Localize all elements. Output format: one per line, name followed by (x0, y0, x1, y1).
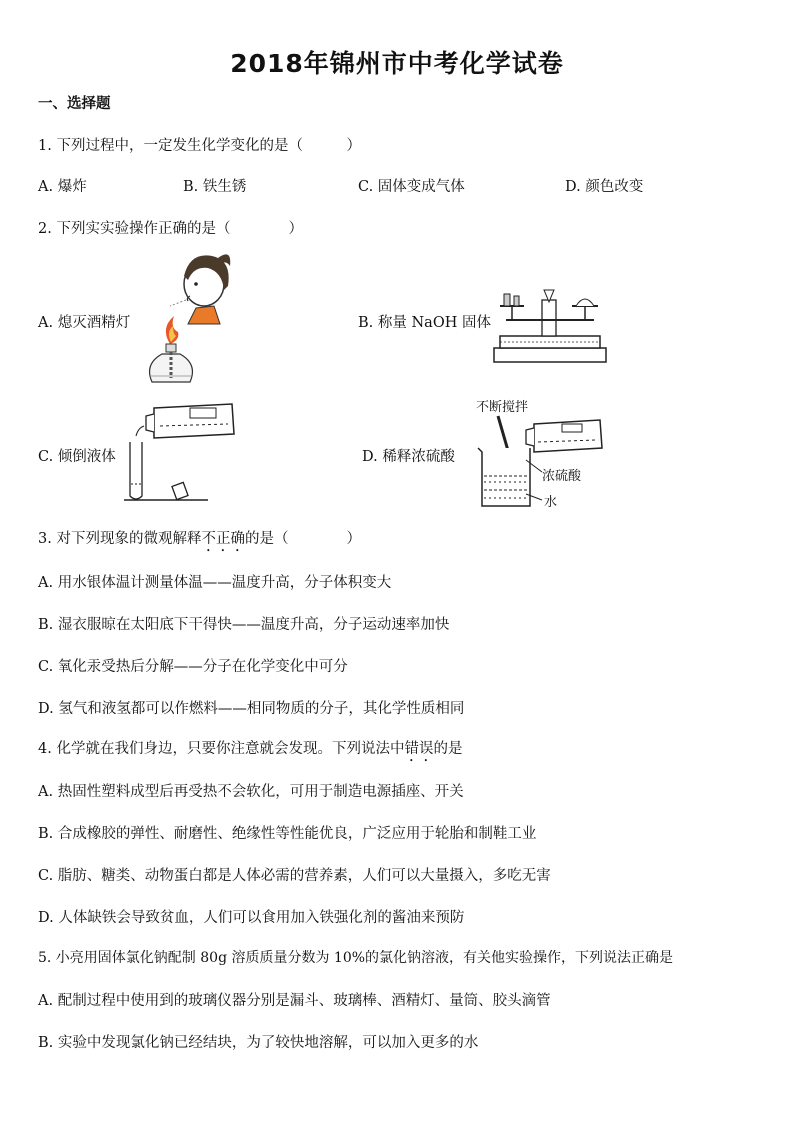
q1-option-a: A. 爆炸 (38, 179, 87, 195)
figure-blow-out-lamp (140, 246, 236, 386)
q2-option-c: C. 倾倒液体 (38, 449, 116, 465)
page-title: 2018年锦州市中考化学试卷 (230, 49, 564, 78)
label-acid: 浓硫酸 (542, 469, 582, 484)
figure-pour-liquid (124, 400, 236, 504)
reagent-bottle-icon (526, 420, 602, 452)
q3-option-b: B. 湿衣服晾在太阳底下干得快——温度升高，分子运动速率加快 (38, 617, 450, 633)
q4-emphasis: 错误 (404, 741, 434, 757)
q4-option-b: B. 合成橡胶的弹性、耐磨性、绝缘性等性能优良，广泛应用于轮胎和制鞋工业 (38, 826, 537, 842)
q4-option-c: C. 脂肪、糖类、动物蛋白都是人体必需的营养素，人们可以大量摄入，多吃无害 (38, 868, 551, 884)
q3-stem: 3. 对下列现象的微观解释不正确的是（ ） (38, 531, 361, 547)
q3-option-a: A. 用水银体温计测量体温——温度升高，分子体积变大 (38, 575, 392, 591)
alcohol-lamp-icon (150, 344, 193, 382)
test-tube-icon (130, 442, 142, 499)
balance-icon (494, 290, 606, 362)
q2-option-d: D. 稀释浓硫酸 (362, 449, 455, 465)
q5-stem: 5. 小亮用固体氯化钠配制 80g 溶质质量分数为 10%的氯化钠溶液，有关他实验操作，下列说法正确是 (38, 950, 674, 966)
reagent-bottle-icon (136, 404, 234, 438)
beaker-icon (478, 448, 530, 506)
q2-option-b: B. 称量 NaOH 固体 (358, 315, 491, 331)
figure-balance (492, 280, 608, 364)
q1-option-b: B. 铁生锈 (183, 179, 247, 195)
label-stir: 不断搅拌 (476, 400, 529, 415)
q5-option-a: A. 配制过程中使用到的玻璃仪器分别是漏斗、玻璃棒、酒精灯、量筒、胶头滴管 (38, 993, 551, 1009)
q4-option-a: A. 热固性塑料成型后再受热不会软化，可用于制造电源插座、开关 (38, 784, 464, 800)
bottle-stopper-icon (172, 482, 188, 499)
section-heading: 一、选择题 (38, 96, 111, 112)
q5-option-b: B. 实验中发现氯化钠已经结块，为了较快地溶解，可以加入更多的水 (38, 1035, 479, 1051)
q4-stem: 4. 化学就在我们身边，只要你注意就会发现。下列说法中错误的是 (38, 741, 463, 757)
q2-stem: 2. 下列实实验操作正确的是（ ） (38, 221, 303, 237)
girl-head-icon (184, 254, 230, 324)
q1-option-d: D. 颜色改变 (565, 179, 644, 195)
q1-option-c: C. 固体变成气体 (358, 179, 465, 195)
q3-option-c: C. 氧化汞受热后分解——分子在化学变化中可分 (38, 659, 348, 675)
flame-icon (166, 316, 179, 344)
q2-option-a: A. 熄灭酒精灯 (38, 315, 131, 331)
q4-option-d: D. 人体缺铁会导致贫血，人们可以食用加入铁强化剂的酱油来预防 (38, 910, 465, 926)
q3-option-d: D. 氢气和液氢都可以作燃料——相同物质的分子，其化学性质相同 (38, 701, 465, 717)
figure-dilute-acid (464, 398, 604, 512)
label-water: 水 (544, 495, 558, 510)
q3-emphasis: 不正确 (201, 531, 245, 547)
q1-stem: 1. 下列过程中，一定发生化学变化的是（ ） (38, 138, 361, 154)
